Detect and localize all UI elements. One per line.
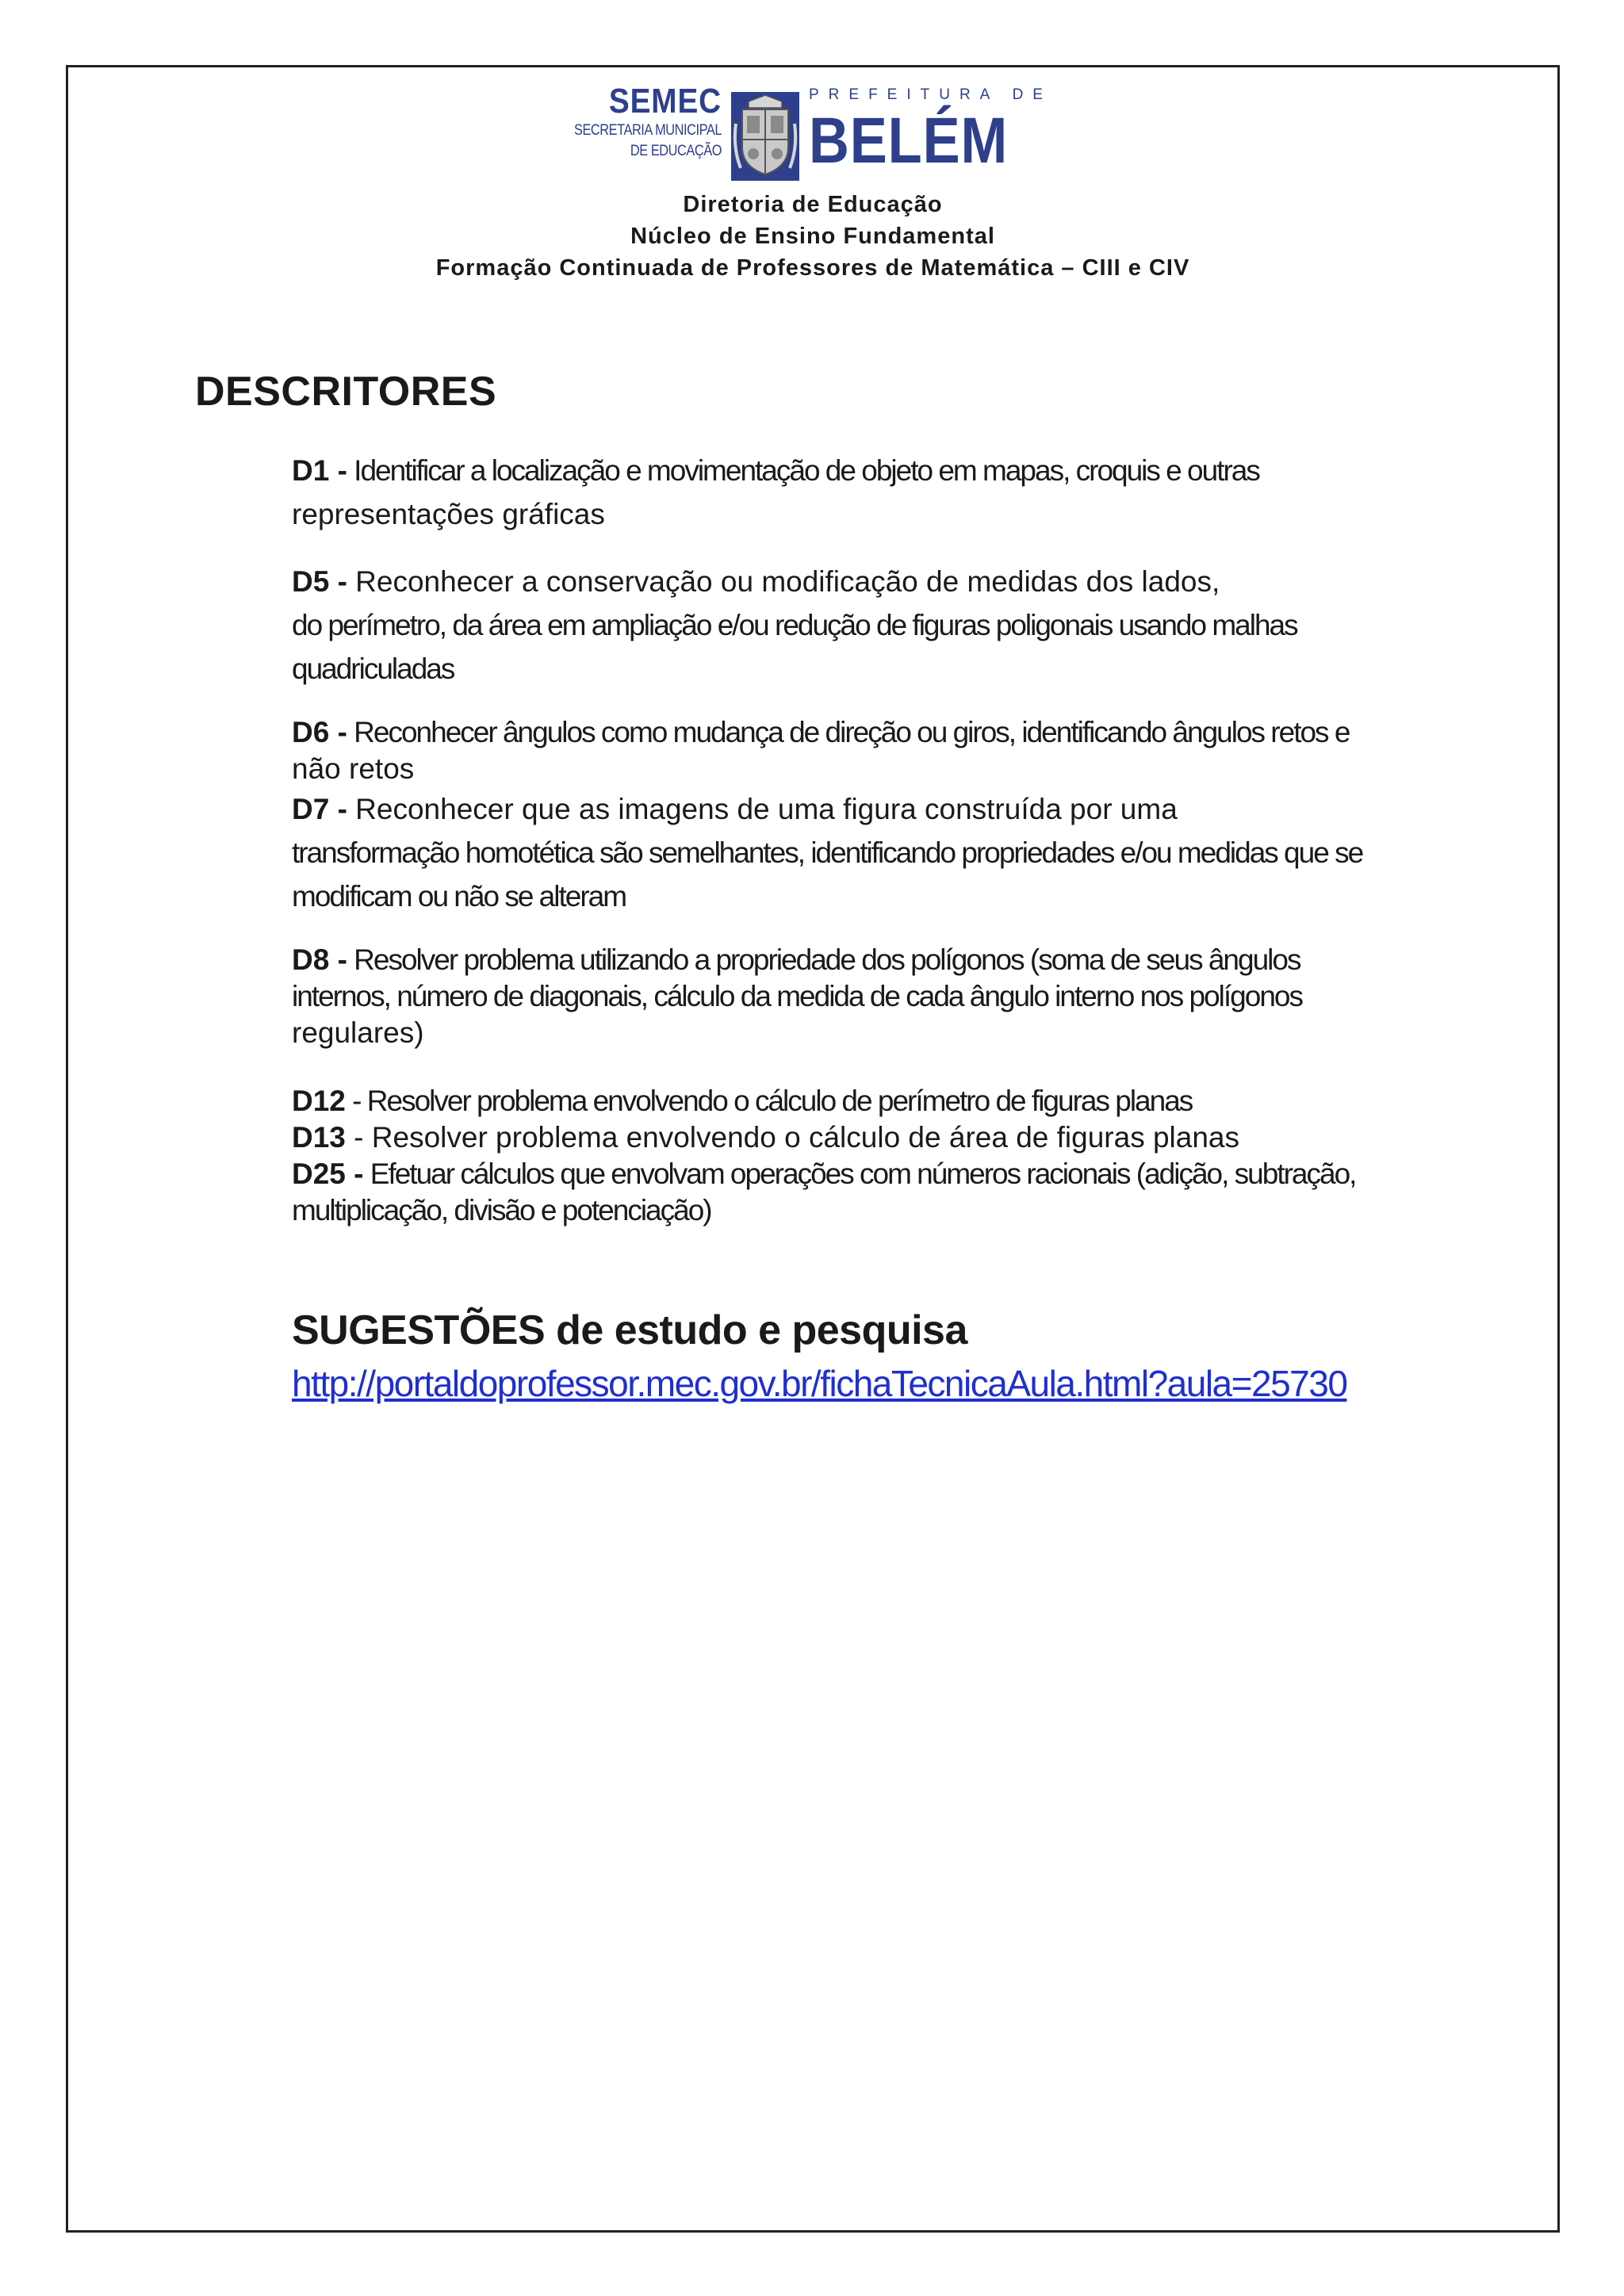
descriptor-text: internos, número de diagonais, cálculo da medida de cada ângulo interno nos polígonos: [292, 980, 1302, 1012]
descriptor-text: multiplicação, divisão e potenciação): [292, 1194, 711, 1226]
descriptor-text: representações gráficas: [292, 498, 605, 530]
descriptor-d7: [292, 787, 1497, 918]
descriptor-code: D1 -: [292, 454, 347, 487]
header-line-nucleus: Núcleo de Ensino Fundamental: [630, 224, 995, 249]
descriptor-d8: [292, 942, 1497, 1051]
semec-title: SEMEC: [608, 82, 722, 121]
semec-line-2: DE EDUCAÇÃO: [630, 143, 722, 159]
descriptor-text: quadriculadas: [292, 652, 454, 685]
header-line-program: Formação Continuada de Professores de Matemática – CIII e CIV: [435, 255, 1190, 281]
descriptor-text: Identificar a localização e movimentação de objeto em mapas, croquis e outras: [347, 454, 1259, 487]
descriptor-text: do perímetro, da área em ampliação e/ou redução de figuras poligonais usando malhas: [292, 609, 1297, 641]
header-line-directorate: Diretoria de Educação: [683, 192, 943, 217]
descriptor-d6: [292, 714, 1497, 787]
section-title: DESCRITORES: [195, 369, 497, 415]
descriptor-code: D7 -: [292, 793, 347, 825]
descriptor-text: transformação homotética são semelhantes, identificando propriedades e/ou medidas que se: [292, 836, 1363, 869]
descriptor-text: Reconhecer que as imagens de uma figura construída por uma: [347, 793, 1178, 825]
descriptor-text: Efetuar cálculos que envolvam operações com números racionais (adição, subtração,: [363, 1158, 1356, 1190]
descriptor-text: Resolver problema utilizando a propriedade dos polígonos (soma de seus ângulos: [347, 943, 1300, 976]
descriptor-code: D25 -: [292, 1158, 364, 1190]
descriptor-code: D12: [292, 1085, 346, 1117]
document-header: [66, 189, 1560, 284]
descriptor-d13: [292, 1119, 1497, 1156]
city-name: BELÉM: [809, 105, 1009, 177]
descriptor-text: Reconhecer a conservação ou modificação de medidas dos lados,: [347, 565, 1220, 598]
semec-line-1: SECRETARIA MUNICIPAL: [573, 122, 722, 139]
suggestion-link[interactable]: http://portaldoprofessor.mec.gov.br/fichaTecnicaAula.html?aula=25730: [292, 1363, 1347, 1404]
descriptor-d12: [292, 1083, 1497, 1119]
descriptor-text: modificam ou não se alteram: [292, 880, 626, 913]
descriptor-text: Reconhecer ângulos como mudança de direção ou giros, identificando ângulos retos e: [347, 716, 1350, 748]
descriptor-d1: [292, 449, 1497, 536]
descriptor-text: regulares): [292, 1016, 424, 1049]
descriptor-code: D8 -: [292, 943, 347, 976]
descriptor-code: D5 -: [292, 565, 347, 598]
descriptor-code: D13: [292, 1121, 346, 1154]
descriptor-d25: [292, 1156, 1497, 1229]
institution-logo: [547, 82, 1052, 189]
prefeitura-logo: [809, 86, 1052, 178]
prefeitura-label: PREFEITURA DE: [809, 86, 1052, 103]
coat-of-arms-icon: [731, 92, 799, 181]
descriptor-text: - Resolver problema envolvendo o cálculo de área de figuras planas: [345, 1121, 1239, 1154]
semec-logo: [547, 82, 722, 162]
suggestions-title: SUGESTÕES de estudo e pesquisa: [292, 1307, 967, 1353]
descriptor-d5: [292, 560, 1497, 691]
descriptor-text: - Resolver problema envolvendo o cálculo de perímetro de figuras planas: [345, 1085, 1193, 1117]
descriptor-list: [292, 449, 1497, 1229]
descriptor-text: não retos: [292, 752, 415, 785]
descriptor-code: D6 -: [292, 716, 347, 748]
